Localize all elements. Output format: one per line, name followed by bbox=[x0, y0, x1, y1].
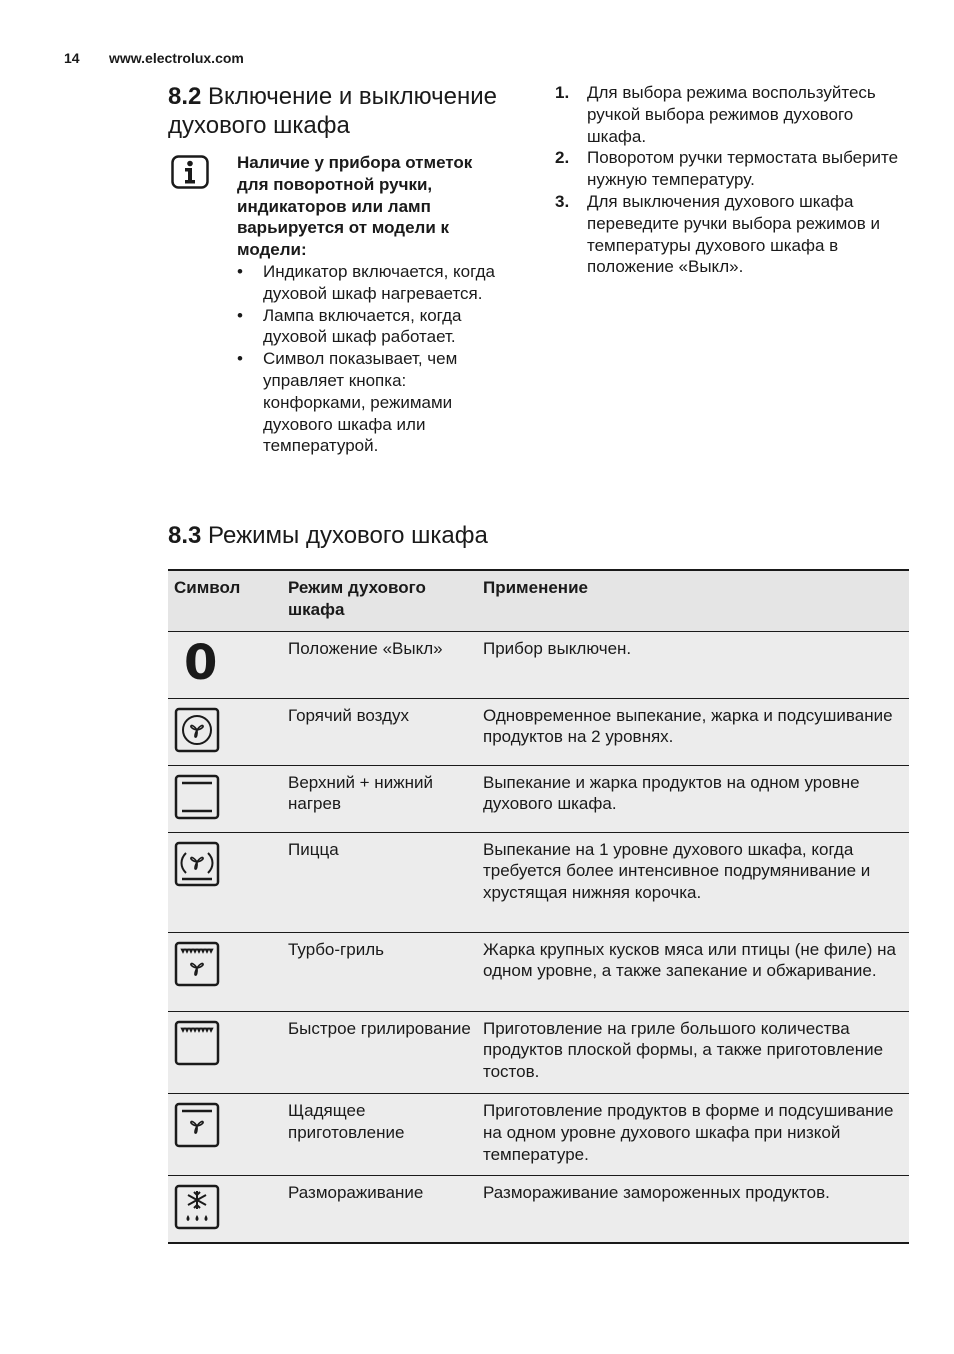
defrost-icon bbox=[174, 1184, 220, 1230]
table-row bbox=[168, 932, 909, 1011]
use-cell: Одновременное выпекание, жарка и подсушивание продуктов на 2 уровнях. bbox=[477, 698, 909, 765]
table-header-row bbox=[168, 570, 909, 631]
note-heading: Наличие у прибора отметок для поворотной ручки, индикаторов или ламп варьируется от модели к модели: bbox=[237, 153, 473, 260]
symbol-cell bbox=[168, 932, 282, 1011]
symbol-cell bbox=[168, 1093, 282, 1175]
turbo-grill-icon bbox=[174, 941, 220, 987]
fast-grill-icon bbox=[174, 1020, 220, 1066]
table-row bbox=[168, 832, 909, 932]
mode-cell: Пицца bbox=[282, 832, 477, 932]
off-zero-icon: 0 bbox=[184, 634, 218, 691]
section-title-text: Режимы духового шкафа bbox=[208, 522, 488, 549]
list-item: • Индикатор включается, когда духовой шкаф нагревается. bbox=[237, 261, 499, 305]
mode-cell: Горячий воздух bbox=[282, 698, 477, 765]
table-row bbox=[168, 1011, 909, 1093]
mode-cell: Размораживание bbox=[282, 1176, 477, 1243]
table-row bbox=[168, 765, 909, 832]
step-item bbox=[555, 147, 910, 191]
symbol-cell bbox=[168, 1011, 282, 1093]
section-8-3-title bbox=[168, 521, 488, 550]
use-cell: Приготовление на гриле большого количества продуктов плоской формы, а также приготовление тостов. bbox=[477, 1011, 909, 1093]
use-cell: Размораживание замороженных продуктов. bbox=[477, 1176, 909, 1243]
use-cell: Выпекание на 1 уровне духового шкафа, когда требуется более интенсивное подрумянивание и хрустящая нижняя корочка. bbox=[477, 832, 909, 932]
symbol-cell bbox=[168, 631, 282, 698]
table-row bbox=[168, 1176, 909, 1243]
col-header-mode: Режим духового шкафа bbox=[282, 570, 477, 631]
steps-list bbox=[555, 82, 910, 278]
page-number: 14 bbox=[64, 50, 80, 66]
mode-cell: Быстрое грилирование bbox=[282, 1011, 477, 1093]
table-row bbox=[168, 698, 909, 765]
section-number: 8.3 bbox=[168, 522, 202, 549]
step-item bbox=[555, 82, 910, 147]
info-icon bbox=[171, 155, 209, 189]
col-header-symbol: Символ bbox=[168, 570, 282, 631]
section-title-text: Включение и выключение духового шкафа bbox=[168, 83, 498, 139]
list-item: • Символ показывает, чем управляет кнопка: конфорками, режимами духового шкафа или температурой. bbox=[237, 348, 499, 457]
pizza-icon bbox=[174, 841, 220, 887]
table-row bbox=[168, 631, 909, 698]
step-number: 3. bbox=[555, 191, 570, 211]
mode-cell: Турбо-гриль bbox=[282, 932, 477, 1011]
mode-cell: Положение «Выкл» bbox=[282, 631, 477, 698]
top-bottom-heat-icon bbox=[174, 774, 220, 820]
section-number: 8.2 bbox=[168, 83, 202, 110]
step-number: 1. bbox=[555, 83, 570, 102]
symbol-cell bbox=[168, 698, 282, 765]
step-text: Для выключения духового шкафа переведите ручки выбора режимов и температуры духового шкафа в положение «Выкл». bbox=[587, 191, 881, 277]
oven-modes-table bbox=[168, 569, 909, 1244]
step-item bbox=[555, 191, 910, 278]
step-text: Для выбора режима воспользуйтесь ручкой выбора режимов духового шкафа. bbox=[587, 83, 876, 146]
step-text: Поворотом ручки термостата выберите нужную температуру. bbox=[587, 148, 899, 190]
use-cell: Прибор выключен. bbox=[477, 631, 909, 698]
symbol-cell bbox=[168, 1176, 282, 1243]
symbol-cell bbox=[168, 765, 282, 832]
mode-cell: Щадящее приготовление bbox=[282, 1093, 477, 1175]
section-8-2-title bbox=[168, 82, 528, 140]
use-cell: Жарка крупных кусков мяса или птицы (не филе) на одном уровне, а также запекание и обжаривание. bbox=[477, 932, 909, 1011]
hot-air-fan-icon bbox=[174, 707, 220, 753]
table-row bbox=[168, 1093, 909, 1175]
header-url: www.electrolux.com bbox=[109, 50, 244, 66]
gentle-cooking-icon bbox=[174, 1102, 220, 1148]
info-note bbox=[237, 152, 499, 457]
note-bullets bbox=[237, 261, 499, 457]
col-header-use: Применение bbox=[477, 570, 909, 631]
list-item: • Лампа включается, когда духовой шкаф работает. bbox=[237, 305, 499, 349]
use-cell: Приготовление продуктов в форме и подсушивание на одном уровне духового шкафа при низкой температуре. bbox=[477, 1093, 909, 1175]
mode-cell: Верхний + нижний нагрев bbox=[282, 765, 477, 832]
symbol-cell bbox=[168, 832, 282, 932]
step-number: 2. bbox=[555, 148, 570, 168]
use-cell: Выпекание и жарка продуктов на одном уровне духового шкафа. bbox=[477, 765, 909, 832]
